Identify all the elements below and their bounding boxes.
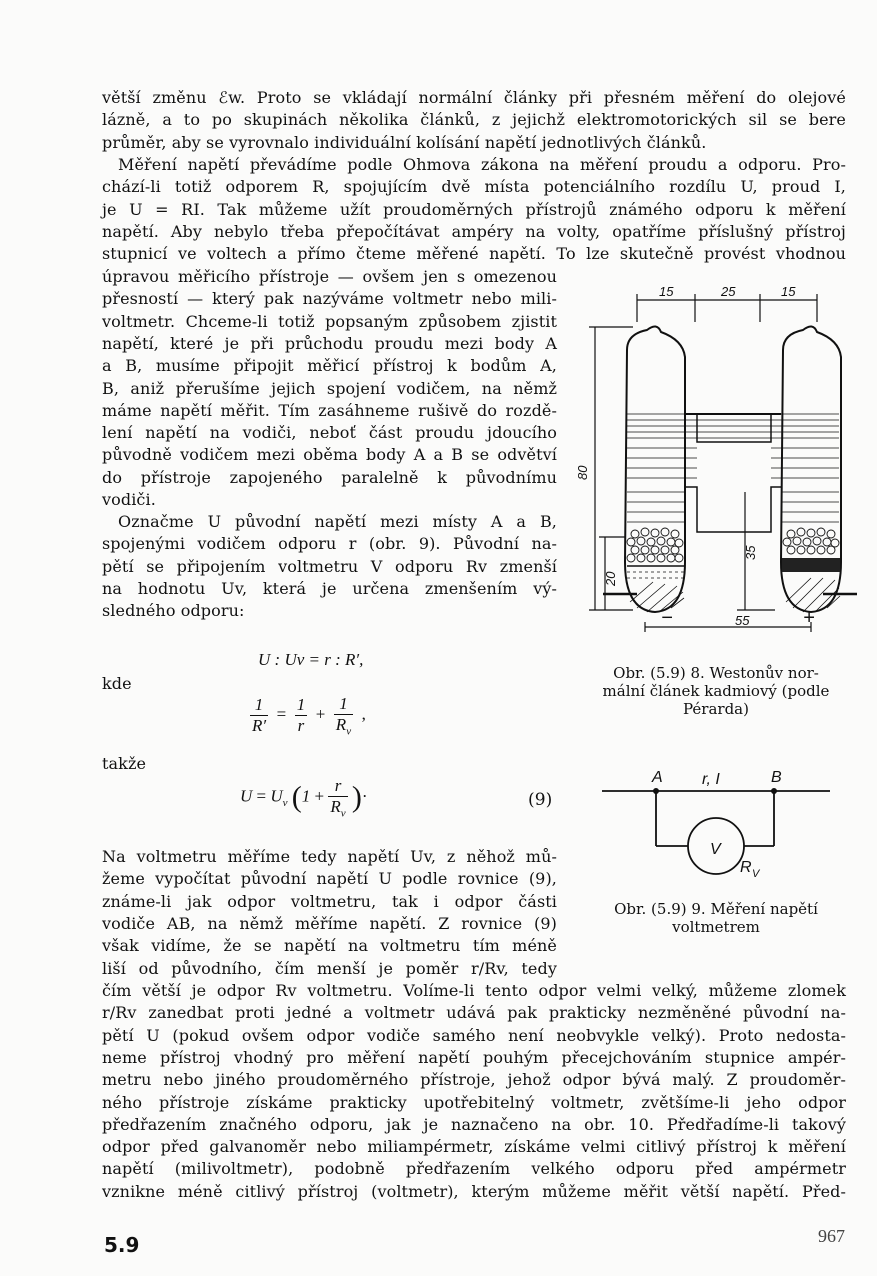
- text-line: lázně, a to po skupinách několika článků, z jejichž elektromotorických sil se bere: [102, 110, 846, 130]
- text-line: napětí, které je při průchodu proudu mezi body A: [102, 333, 557, 353]
- node-b-dot: [771, 788, 777, 794]
- node-a-dot: [653, 788, 659, 794]
- section-number: 5.9: [104, 1233, 140, 1257]
- text-line: vodiče AB, na němž měříme napětí. Z rovnice (9): [102, 913, 557, 933]
- text-line: pětí se připojením voltmetru V odporu Rv zmenší: [102, 556, 557, 576]
- formula-ratio: [258, 650, 363, 670]
- fig8-dim-15-right: 15: [781, 284, 796, 299]
- text-line: přesností — který pak nazýváme voltmetr nebo mili-: [102, 289, 557, 309]
- text-line: ného přístroje získáme prakticky upotřebitelný voltmetr, zvětšíme-li jeho odpor: [102, 1092, 846, 1112]
- text-line: r/Rv zanedbat proti jedné a voltmetr udává pak prakticky nezměněné původní na-: [102, 1003, 846, 1023]
- text-line: máme napětí měřit. Tím zasáhneme rušivě do rozdě-: [102, 400, 557, 420]
- fig8-minus: −: [661, 607, 673, 629]
- fig8-dim-55: 55: [735, 613, 750, 628]
- fig9-label-ri: r, I: [702, 771, 720, 788]
- figure-9-caption: [580, 900, 852, 936]
- fig9-label-rv: R: [740, 859, 752, 876]
- fig9-label-b: B: [771, 769, 782, 786]
- text-line: a B, musíme připojit měřicí přístroj k bodům A,: [102, 356, 557, 376]
- fig8-caption-line: Pérarda): [683, 700, 749, 718]
- text-line: do přístroje zapojeného paralelně k původnímu: [102, 467, 557, 487]
- word-takze: takže: [102, 754, 147, 773]
- text-line: Měření napětí převádíme podle Ohmova zákona na měření proudu a odporu. Pro-: [118, 154, 846, 174]
- formula-9: $U = U_v$ (1 + $\frac{r}{R_v}$ )·: [240, 776, 368, 820]
- text-line: metru nebo jiného proudoměrného přístroje, jehož odpor bývá malý. Z proudoměr-: [102, 1070, 846, 1090]
- text-line: Na voltmetru měříme tedy napětí Uv, z něhož mů-: [102, 847, 557, 866]
- fig8-dim-35: 35: [743, 545, 758, 560]
- fig8-plus: +: [803, 607, 815, 629]
- text-line: vodiči.: [102, 490, 156, 509]
- text-line: však vidíme, že se napětí na voltmetru tím méně: [102, 936, 557, 956]
- fig9-label-v: V: [710, 841, 721, 858]
- formula-ratio-text: U : Uv = r : R′,: [258, 650, 364, 669]
- text-line: liší od původního, čím menší je poměr r/Rv, tedy: [102, 958, 557, 978]
- fig8-dim-80: 80: [575, 465, 590, 480]
- text-line: známe-li jak odpor voltmetru, tak i odpor části: [102, 891, 557, 911]
- word-kde: kde: [102, 674, 132, 693]
- text-line: odpor před galvanoměr nebo miliampérmetr, získáme velmi citlivý přístroj k měření: [102, 1137, 846, 1157]
- text-line: úpravou měřicího přístroje — ovšem jen s omezenou: [102, 267, 557, 286]
- text-line: je U = RI. Tak můžeme užít proudoměrných přístrojů známého odporu k měření: [102, 199, 846, 219]
- fig8-dim-15-left: 15: [659, 284, 674, 299]
- text-line: na hodnotu Uv, která je určena zmenšením vý-: [102, 578, 557, 598]
- text-line: napětí. Aby nebylo třeba přepočítávat ampéry na volty, opatříme příslušný přístroj: [102, 221, 846, 241]
- fig9-caption-line: voltmetrem: [672, 918, 760, 936]
- fig9-caption-line: Obr. (5.9) 9. Měření napětí: [614, 900, 818, 918]
- formula-reciprocal: $\frac{1}{R'}$ = $\frac{1}{r}$ + $\frac{1}{R_v}$ ,: [252, 694, 366, 738]
- text-line: čím větší je odpor Rv voltmetru. Volíme-li tento odpor velmi velký, můžeme zlomek: [102, 981, 846, 1000]
- text-line: žeme vypočítat původní napětí U podle rovnice (9),: [102, 869, 557, 889]
- fig8-dim-20: 20: [603, 571, 618, 586]
- figure-weston-cell: [575, 282, 865, 642]
- page-number: 967: [818, 1226, 845, 1246]
- text-line: průměr, aby se vyrovnalo individuální kolísání napětí jednotlivých článků.: [102, 132, 707, 152]
- text-line: vznikne méně citlivý přístroj (voltmetr), kterým můžeme měřit větší napětí. Před-: [102, 1181, 846, 1201]
- figure-8-caption: [580, 664, 852, 718]
- text-line: stupnicí ve voltech a přímo čteme měřené napětí. To lze skutečně provést vhodnou: [102, 244, 846, 264]
- text-line: voltmetr. Chceme-li totiž popsaným způsobem zjistit: [102, 311, 557, 331]
- figure-voltmeter-circuit: [596, 764, 856, 884]
- text-line: větší změnu ℰw. Proto se vkládají normální články při přesném měření do olejové: [102, 88, 846, 107]
- fig8-dim-25: 25: [721, 284, 736, 299]
- text-line: pětí U (pokud ovšem odpor vodiče samého není neobvykle velký). Proto nedosta-: [102, 1025, 846, 1045]
- text-line: neme přístroj vhodný pro měření napětí pouhým přecejchováním stupnice ampér-: [102, 1047, 846, 1067]
- fig9-label-a: A: [652, 769, 663, 786]
- text-line: spojenými vodičem odporu r (obr. 9). Původní na-: [102, 534, 557, 554]
- text-line: Označme U původní napětí mezi místy A a B,: [118, 512, 557, 531]
- fig8-caption-line: Obr. (5.9) 8. Westonův nor-: [613, 664, 819, 682]
- text-line: chází-li totiž odporem R, spojujícím dvě místa potenciálního rozdílu U, proud I,: [102, 177, 846, 197]
- text-line: lení napětí na vodiči, neboť část proudu jdoucího: [102, 423, 557, 443]
- text-line: předřazením značného odporu, jak je naznačeno na obr. 10. Předřadíme-li takový: [102, 1114, 846, 1134]
- equation-number: (9): [528, 790, 553, 810]
- text-line: původně vodičem mezi oběma body A a B se odvětví: [102, 445, 557, 465]
- fig9-label-rv-sub: V: [752, 868, 760, 880]
- text-line: B, aniž přerušíme jejich spojení vodičem, na němž: [102, 378, 557, 398]
- text-line: sledného odporu:: [102, 601, 245, 621]
- text-line: napětí (milivoltmetr), podobně předřazením velkého odporu před ampérmetr: [102, 1159, 846, 1179]
- fig8-caption-line: mální článek kadmiový (podle: [602, 682, 830, 700]
